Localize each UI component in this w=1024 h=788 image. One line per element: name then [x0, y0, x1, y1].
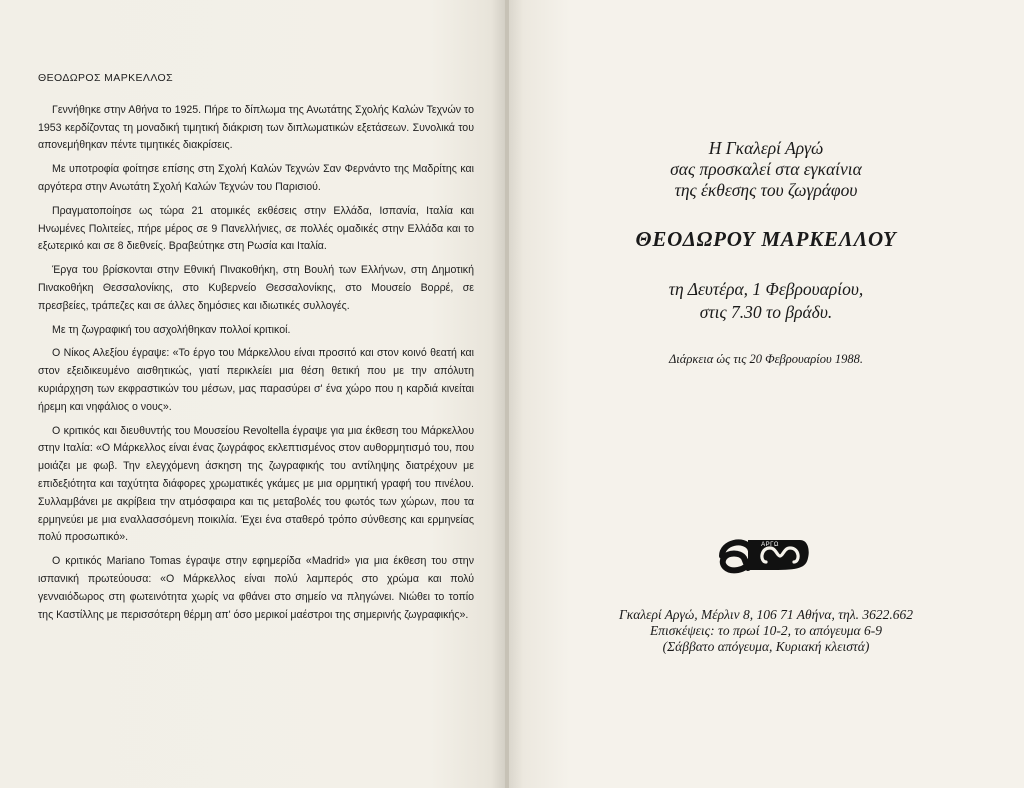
address-line-1: Γκαλερί Αργώ, Μέρλιν 8, 106 71 Αθήνα, τηλ. 3622.662 [619, 607, 913, 622]
biography-heading: ΘΕΟΔΩΡΟΣ ΜΑΡΚΕΛΛΟΣ [38, 72, 173, 84]
invitation-text [508, 138, 1024, 201]
bio-paragraph-3: Πραγματοποίησε ως τώρα 21 ατομικές εκθέσεις στην Ελλάδα, Ισπανία, Ιταλία και Ηνωμένες Πολιτείες, πήρε μέρος σε 9 Πανελλήνιες, σε πολλές ομαδικές στην Ελλάδα και το εξωτερικό και σε 8 διεθνείς. Βραβεύτηκε στη Ρωσία και Ιταλία. [38, 204, 474, 253]
bio-paragraph-6: Ο Νίκος Αλεξίου έγραψε: «Το έργο του Μάρκελλου είναι προσιτό και στον κοινό θεατή και στον εξειδικευμένο αισθητικώς, γιατί περικλείει μια θέση θετική που με την απόλυτη κυριάρχηση των εκφραστικών του μέσων, μας παρασύρει σ' ένα χώρο που η καρδιά κινείται ήρεμη και νηφάλιος ο νους». [38, 347, 474, 413]
artist-name: ΘΕΟΔΩΡΟΥ ΜΑΡΚΕΛΛΟΥ [635, 227, 897, 251]
exhibition-duration: Διάρκεια ώς τις 20 Φεβρουαρίου 1988. [668, 352, 864, 366]
address-line-3: (Σάββατο απόγευμα, Κυριακή κλειστά) [662, 639, 870, 654]
bio-paragraph-2: Με υποτροφία φοίτησε επίσης στη Σχολή Καλών Τεχνών Σαν Φερνάντο της Μαδρίτης και αργότερα στην Ανωτάτη Σχολή Καλών Τεχνών του Παρισιού. [38, 163, 474, 193]
bio-paragraph-8: Ο κριτικός Mariano Tomas έγραψε στην εφημερίδα «Madrid» για μια έκθεση του στην ισπανική πρωτεύουσα: «Ο Μάρκελλος είναι πολύ λαμπερός στο χρώμα και πολύ γενναιόδωρος στη φωτεινότητα χωρίς να φθάνει στο σημείο να πληγώνει. Νιώθει το τοπίο της Καστίλλης με περισσότερη θέρμη απ' όσο μερικοί μαέστροι της σημερινής ζωγραφικής». [38, 555, 474, 621]
logo-caption: ΑΡΓΩ [761, 542, 779, 548]
bio-paragraph-1: Γεννήθηκε στην Αθήνα το 1925. Πήρε το δίπλωμα της Ανωτάτης Σχολής Καλών Τεχνών το 1953 κερδίζοντας τη μοναδική τιμητική διάκριση των διπλωματικών εξετάσεων. Συνολικά του απονεμήθηκαν πέντε τιμητικές διακρίσεις. [38, 103, 474, 152]
logo-graphic [714, 528, 814, 578]
date-line-2: στις 7.30 το βράδυ. [699, 302, 833, 322]
invitation-line-3: της έκθεσης του ζωγράφου [674, 180, 858, 200]
invitation-line-1: Η Γκαλερί Αργώ [708, 138, 824, 158]
invitation-line-2: σας προσκαλεί στα εγκαίνια [670, 159, 862, 179]
gallery-address [508, 607, 1024, 655]
date-line-1: τη Δευτέρα, 1 Φεβρουαρίου, [668, 279, 864, 299]
argo-gallery-logo-icon [714, 528, 814, 578]
event-date [508, 278, 1024, 324]
bio-paragraph-7: Ο κριτικός και διευθυντής του Μουσείου Revoltella έγραψε για μια έκθεση του Μάρκελλου στην Ιταλία: «Ο Μάρκελλος είναι ένας ζωγράφος εκλεπτισμένος στον αυθορμητισμό του, που μοιάζει με φωβ. Την ελεγχόμενη άσκηση της ζωγραφικής του αντίληψης διατρέχουν με επιδεξιότητα και ταχύτητα διάφορες χρωματικές γκάμες με μια ορμητική γραφή του πινέλου. Συλλαμβάνει με ακρίβεια την ατμόσφαιρα και τις μεταβολές του φωτός των χώρων, που τα ερμηνεύει με μια εναλλασσόμενη ποικιλία. Έχει ένα σταθερό τρόπο σύνθεσης και ερμηνείας πολύ προσωπικό». [38, 424, 474, 544]
invitation-column [508, 0, 1024, 788]
bio-paragraph-4: Έργα του βρίσκονται στην Εθνική Πινακοθήκη, στη Βουλή των Ελλήνων, στη Δημοτική Πινακοθήκη Θεσσαλονίκης, στο Κυβερνείο Θεσσαλονίκης, στο Μουσείο Βορρέ, σε πρεσβείες, τράπεζες και σε άλλες δημόσιες και ιδιωτικές συλλογές. [38, 264, 474, 312]
biography-column [38, 70, 474, 630]
address-line-2: Επισκέψεις: το πρωί 10-2, το απόγευμα 6-9 [650, 623, 882, 638]
bio-paragraph-5: Με τη ζωγραφική του ασχολήθηκαν πολλοί κριτικοί. [52, 323, 291, 336]
